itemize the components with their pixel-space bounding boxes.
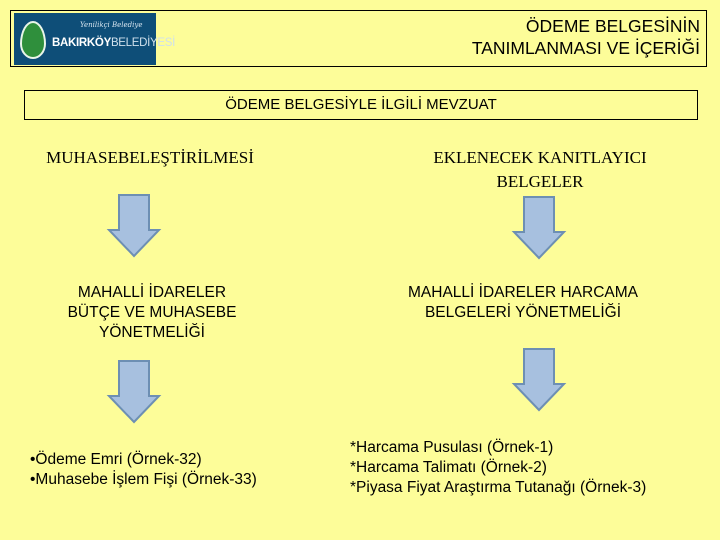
left-document-list — [30, 450, 257, 490]
logo-brand — [52, 37, 175, 49]
right-document-list — [350, 438, 646, 498]
slide-title: ÖDEME BELGESİNİN TANIMLANMASI VE İÇERİĞİ — [471, 16, 700, 58]
down-arrow-icon — [107, 360, 161, 424]
logo-brand-bold: BAKIRKÖY — [52, 37, 111, 49]
left-regulation: MAHALLİ İDARELER BÜTÇE VE MUHASEBE YÖNETMELİĞİ — [67, 284, 237, 341]
down-arrow-icon — [512, 196, 566, 260]
left-column-heading: MUHASEBELEŞTİRİLMESİ — [46, 148, 254, 167]
list-item: *Piyasa Fiyat Araştırma Tutanağı (Örnek-3) — [350, 479, 647, 496]
leaf-logo-icon — [20, 21, 46, 59]
down-arrow-icon — [512, 348, 566, 412]
list-item: •Muhasebe İşlem Fişi (Örnek-33) — [30, 471, 257, 488]
right-column-heading: EKLENECEK KANITLAYICI BELGELER — [433, 148, 647, 191]
legislation-subheading: ÖDEME BELGESİYLE İLGİLİ MEVZUAT — [24, 90, 698, 120]
logo-brand-thin: BELEDİYESİ — [110, 37, 176, 49]
list-item: *Harcama Talimatı (Örnek-2) — [350, 459, 547, 476]
logo-tagline: Yenilikçi Belediye — [80, 21, 143, 29]
down-arrow-icon — [107, 194, 161, 258]
bakirkoy-logo — [14, 13, 176, 65]
header-bar — [10, 10, 707, 67]
right-regulation: MAHALLİ İDARELER HARCAMA BELGELERİ YÖNETMELİĞİ — [408, 284, 638, 321]
list-item: •Ödeme Emri (Örnek-32) — [30, 451, 202, 468]
list-item: *Harcama Pusulası (Örnek-1) — [350, 439, 554, 456]
